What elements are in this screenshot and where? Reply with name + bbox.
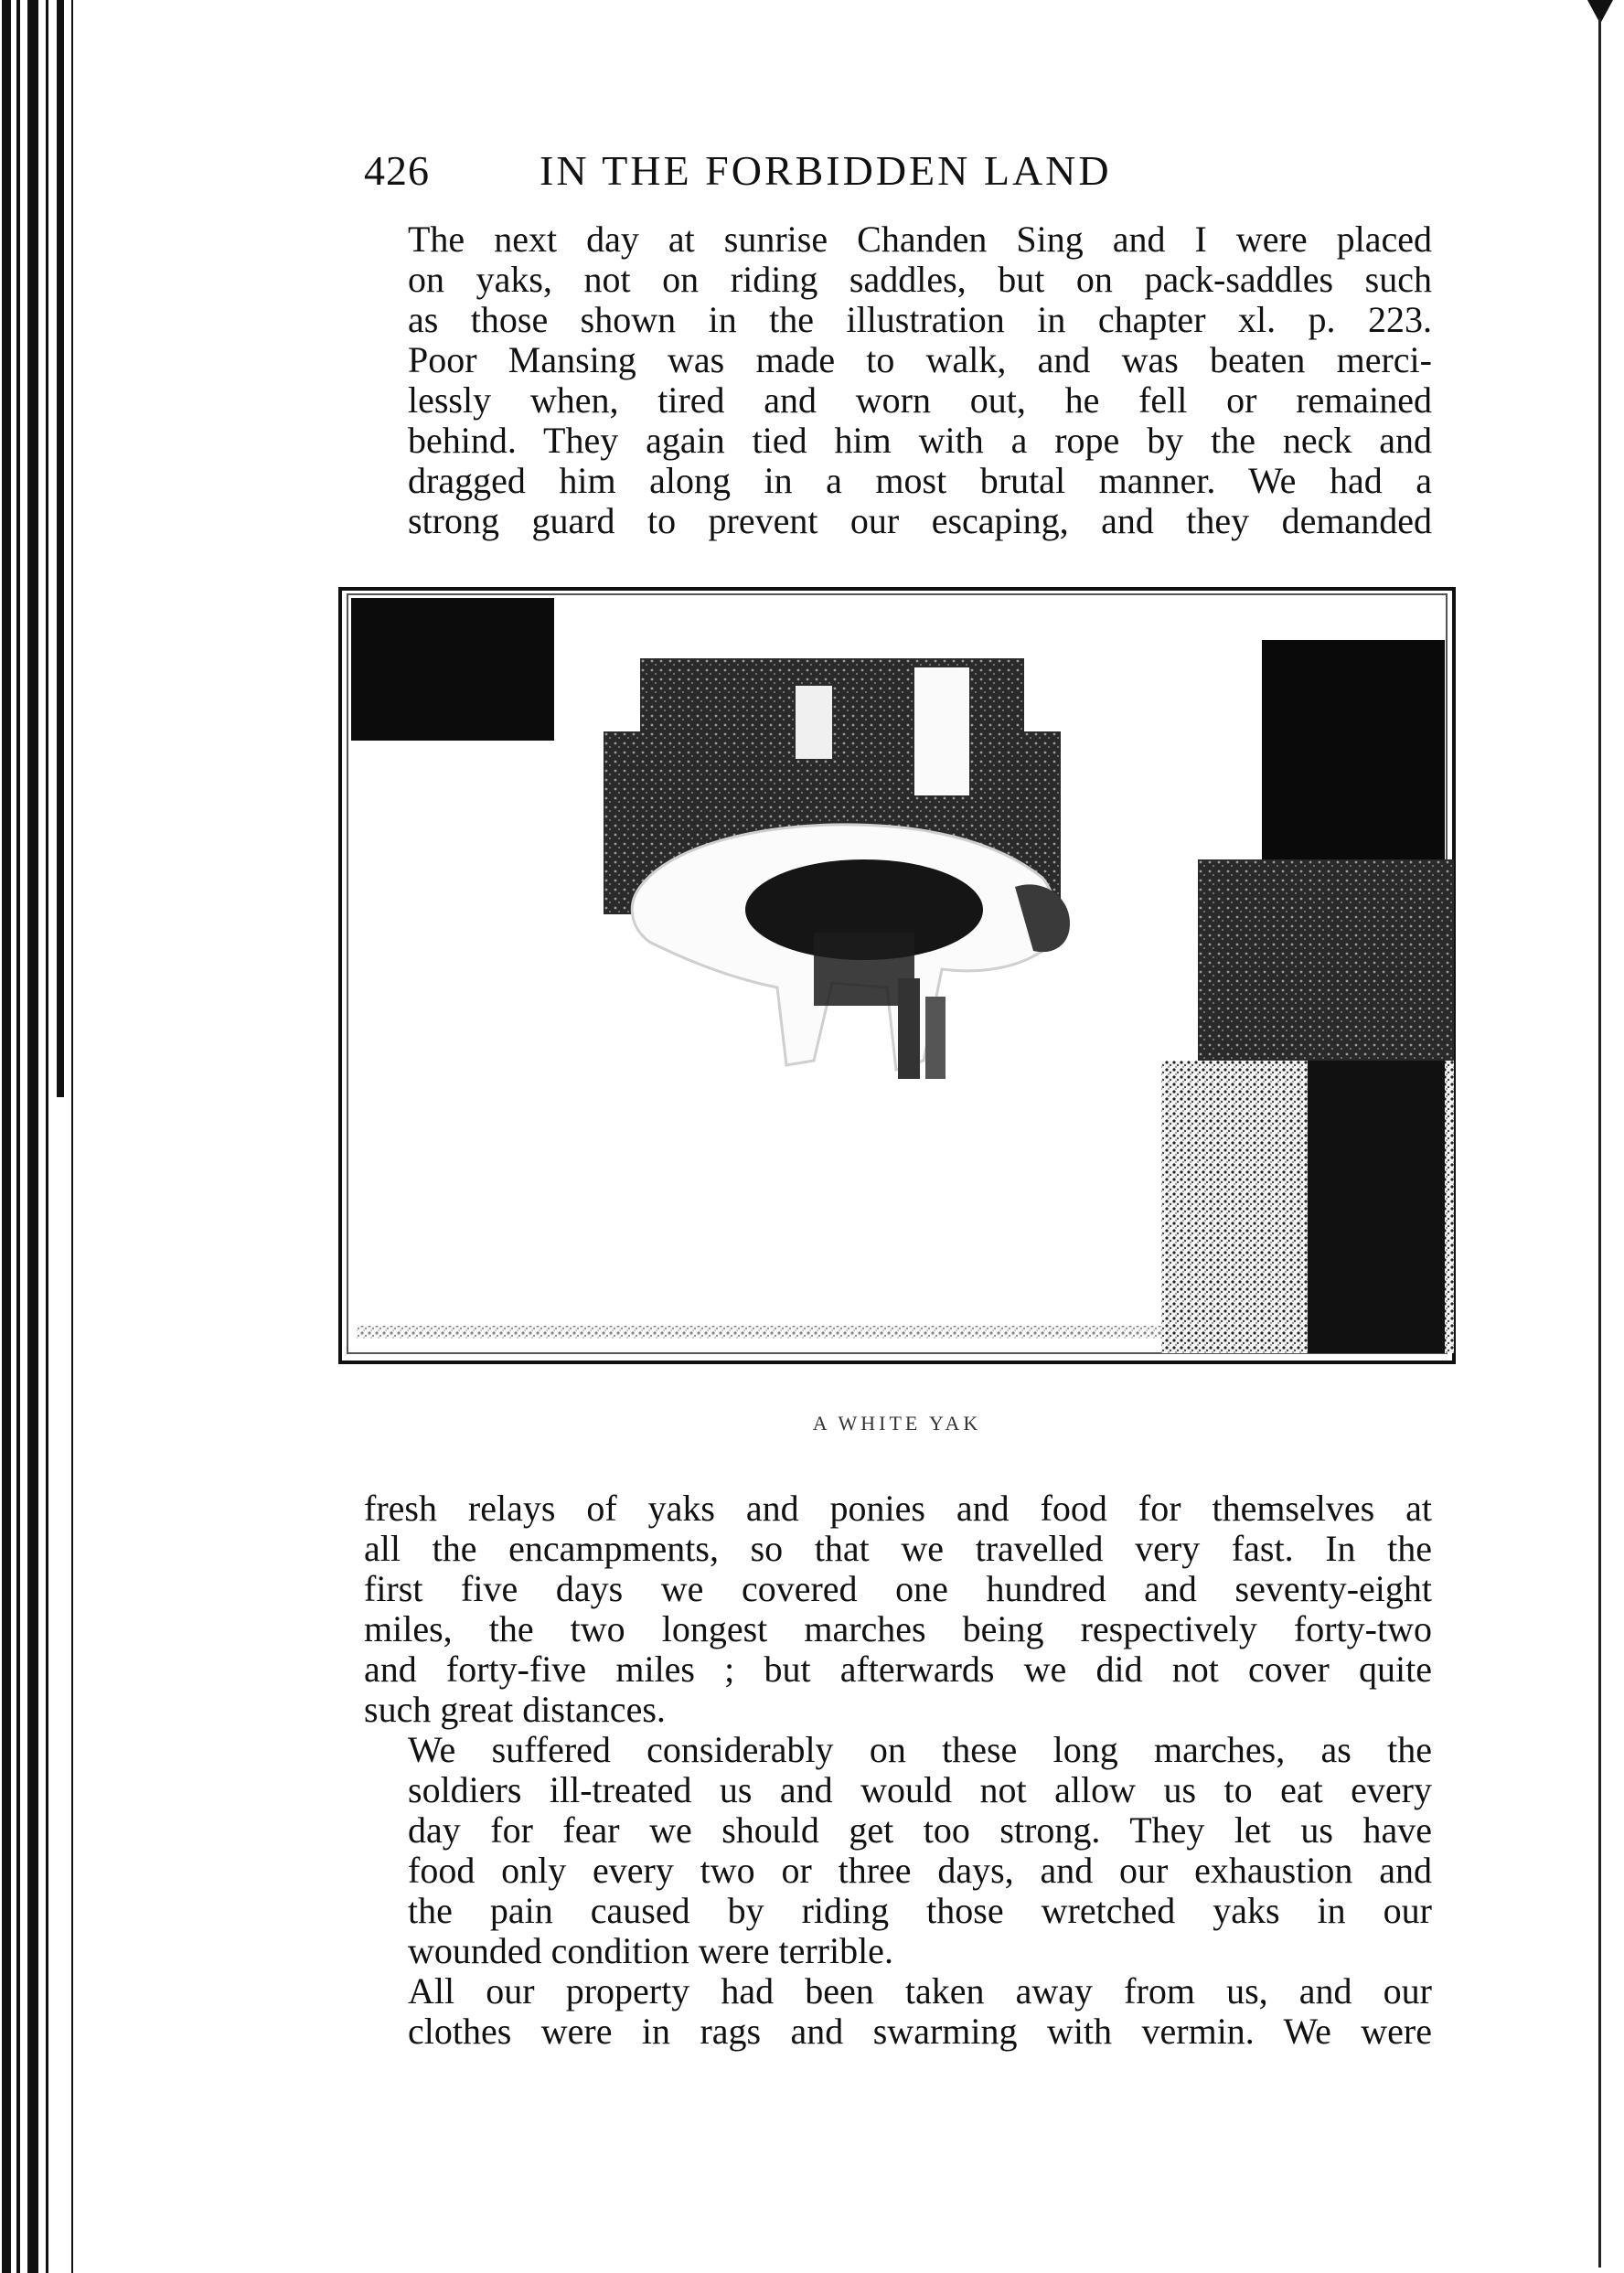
running-title: IN THE FORBIDDEN LAND bbox=[540, 147, 1112, 194]
text-line: We suffered considerably on these long marches, as the bbox=[408, 1729, 1432, 1770]
text-line: dragged him along in a most brutal manner. We had a bbox=[408, 460, 1432, 501]
paragraph bbox=[364, 1489, 1432, 1730]
paragraph bbox=[364, 1730, 1432, 1971]
text-line: on yaks, not on riding saddles, but on pack-saddles such bbox=[408, 259, 1432, 300]
text-line: such great distances. bbox=[364, 1689, 666, 1730]
text-line: day for fear we should get too strong. They let us have bbox=[408, 1809, 1432, 1851]
text-line: behind. They again tied him with a rope by the neck and bbox=[408, 420, 1432, 461]
page-binding-edge bbox=[0, 0, 91, 2273]
text-line: miles, the two longest marches being respectively forty-two bbox=[364, 1608, 1432, 1649]
text-line: food only every two or three days, and our exhaustion and bbox=[408, 1850, 1432, 1891]
running-header bbox=[364, 146, 1443, 205]
text-line: as those shown in the illustration in chapter xl. p. 223. bbox=[408, 299, 1432, 340]
paragraph bbox=[364, 219, 1432, 541]
text-line: and forty-five miles ; but afterwards we did not cover quite bbox=[364, 1649, 1432, 1690]
text-line: strong guard to prevent our escaping, and they demanded bbox=[408, 500, 1432, 541]
text-line: clothes were in rags and swarming with vermin. We were bbox=[408, 2011, 1432, 2052]
body-text-top bbox=[364, 219, 1432, 541]
text-line: All our property had been taken away from us, and our bbox=[408, 1970, 1432, 2012]
body-text-bottom bbox=[364, 1489, 1432, 2052]
text-line: fresh relays of yaks and ponies and food for themselves at bbox=[364, 1488, 1432, 1529]
text-line: Poor Mansing was made to walk, and was beaten merci- bbox=[408, 339, 1432, 380]
text-line: wounded condition were terrible. bbox=[408, 1930, 893, 1971]
text-line: all the encampments, so that we travelled very fast. In the bbox=[364, 1528, 1432, 1569]
page-right-edge bbox=[1587, 0, 1624, 2273]
text-line: The next day at sunrise Chanden Sing and I were placed bbox=[408, 219, 1432, 260]
paragraph bbox=[364, 1971, 1432, 2052]
page-number: 426 bbox=[364, 147, 430, 194]
text-line: soldiers ill-treated us and would not allow us to eat every bbox=[408, 1769, 1432, 1810]
figure-caption: A WHITE YAK bbox=[812, 1412, 982, 1435]
white-yak-photograph bbox=[338, 585, 1456, 1364]
text-line: lessly when, tired and worn out, he fell or remained bbox=[408, 379, 1432, 421]
text-line: first five days we covered one hundred and seventy-eight bbox=[364, 1568, 1432, 1609]
text-line: the pain caused by riding those wretched yaks in our bbox=[408, 1890, 1432, 1931]
